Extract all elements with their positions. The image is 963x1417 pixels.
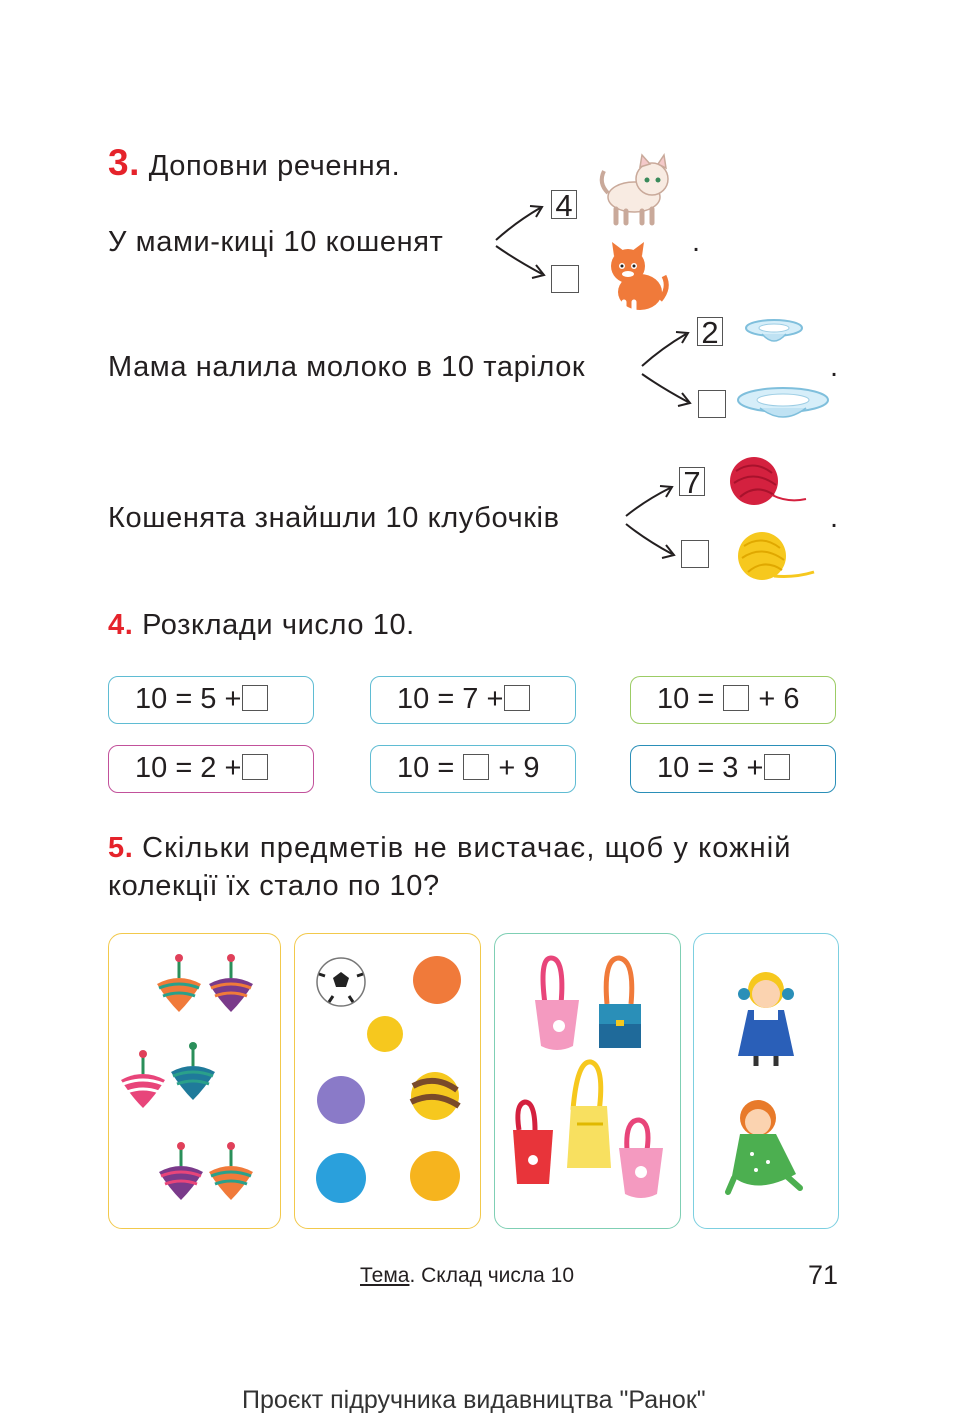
task3-sentence-3: Кошенята знайшли 10 клубочків [108,502,560,534]
ball-icon [410,1151,460,1201]
publisher-note: Проєкт підручника видавництва "Ранок" [242,1386,706,1414]
spinning-top-icon [157,954,201,1012]
doll-group [694,934,836,1226]
equation-right: + 6 [758,683,800,715]
handbag-icon [599,958,641,1048]
equation-left: 10 = 3 + [657,752,764,784]
soccer-ball-icon [317,958,365,1006]
sentence-1-period: . [692,226,701,258]
equation-card [630,745,836,793]
equation-left: 10 = 2 + [135,752,242,784]
topic-footer [360,1264,574,1288]
red-yarn-ball-icon [726,455,808,511]
handbag-group [495,934,679,1226]
striped-ball-icon [411,1072,459,1120]
handbag-icon [619,1120,663,1198]
spinning-top-icon [209,954,253,1012]
split-arrows-icon [490,196,550,286]
handbag-icon [535,958,579,1050]
equation-answer-box[interactable] [242,754,268,780]
equation-right: + 9 [498,752,540,784]
small-plate-icon [744,318,804,350]
handbag-icon [513,1102,553,1184]
equation-answer-box[interactable] [463,754,489,780]
equation-left: 10 = [397,752,455,784]
equation-card [108,676,314,724]
yellow-yarn-ball-icon [734,530,816,586]
ball-icon [367,1016,403,1052]
doll-icon [728,1100,800,1192]
collection-panel-tops [108,933,281,1229]
task3-number: 3. [108,142,141,183]
collection-panel-dolls [693,933,839,1229]
doll-icon [738,972,794,1066]
topic-text: . Склад числа 10 [409,1264,575,1287]
task3-sentence-2: Мама налила молоко в 10 тарілок [108,351,586,383]
task5-heading-line-1 [108,832,840,865]
answer-box-2[interactable] [698,390,726,418]
orange-kitten-icon [600,240,670,316]
spinning-top-icon [121,1050,165,1108]
equation-left: 10 = [657,683,715,715]
sentence-3-period: . [830,502,839,534]
equation-answer-box[interactable] [723,685,749,711]
equation-left: 10 = 5 + [135,683,242,715]
ball-group [295,934,479,1226]
page-number: 71 [808,1260,839,1290]
spinning-top-icon [209,1142,253,1200]
known-part-box-1: 4 [551,190,577,219]
ball-icon [316,1153,366,1203]
task5-question-1: Скільки предметів не вистачає, щоб у кожній [142,832,792,864]
answer-box-3[interactable] [681,540,709,568]
equation-card [108,745,314,793]
task5-question-2: колекції їх стало по 10? [108,870,440,902]
handbag-icon [567,1062,611,1168]
equation-card [370,745,576,793]
task3-title: Доповни речення. [148,150,401,182]
equation-answer-box[interactable] [242,685,268,711]
sentence-2-period: . [830,351,839,383]
equation-answer-box[interactable] [764,754,790,780]
equation-card [630,676,836,724]
topic-label: Тема [360,1264,410,1287]
spinning-top-group [109,934,279,1226]
task3-sentence-1: У мами-киці 10 кошенят [108,226,444,258]
split-arrows-icon [620,478,680,568]
known-part-box-3: 7 [679,467,705,496]
collection-panel-balls [294,933,481,1229]
spinning-top-icon [159,1142,203,1200]
known-part-box-2: 2 [697,317,723,346]
task4-title: Розклади число 10. [142,609,415,641]
equation-answer-box[interactable] [504,685,530,711]
ball-icon [413,956,461,1004]
spinning-top-icon [171,1042,215,1100]
equation-left: 10 = 7 + [397,683,504,715]
collection-panel-bags [494,933,681,1229]
task4-heading [108,609,415,642]
big-plate-icon [736,386,830,426]
task4-number: 4. [108,609,134,641]
ball-icon [317,1076,365,1124]
task3-heading [108,142,400,184]
white-kitten-icon [596,153,676,225]
split-arrows-icon [636,322,696,412]
answer-box-1[interactable] [551,265,579,293]
task5-number: 5. [108,832,134,864]
equation-card [370,676,576,724]
